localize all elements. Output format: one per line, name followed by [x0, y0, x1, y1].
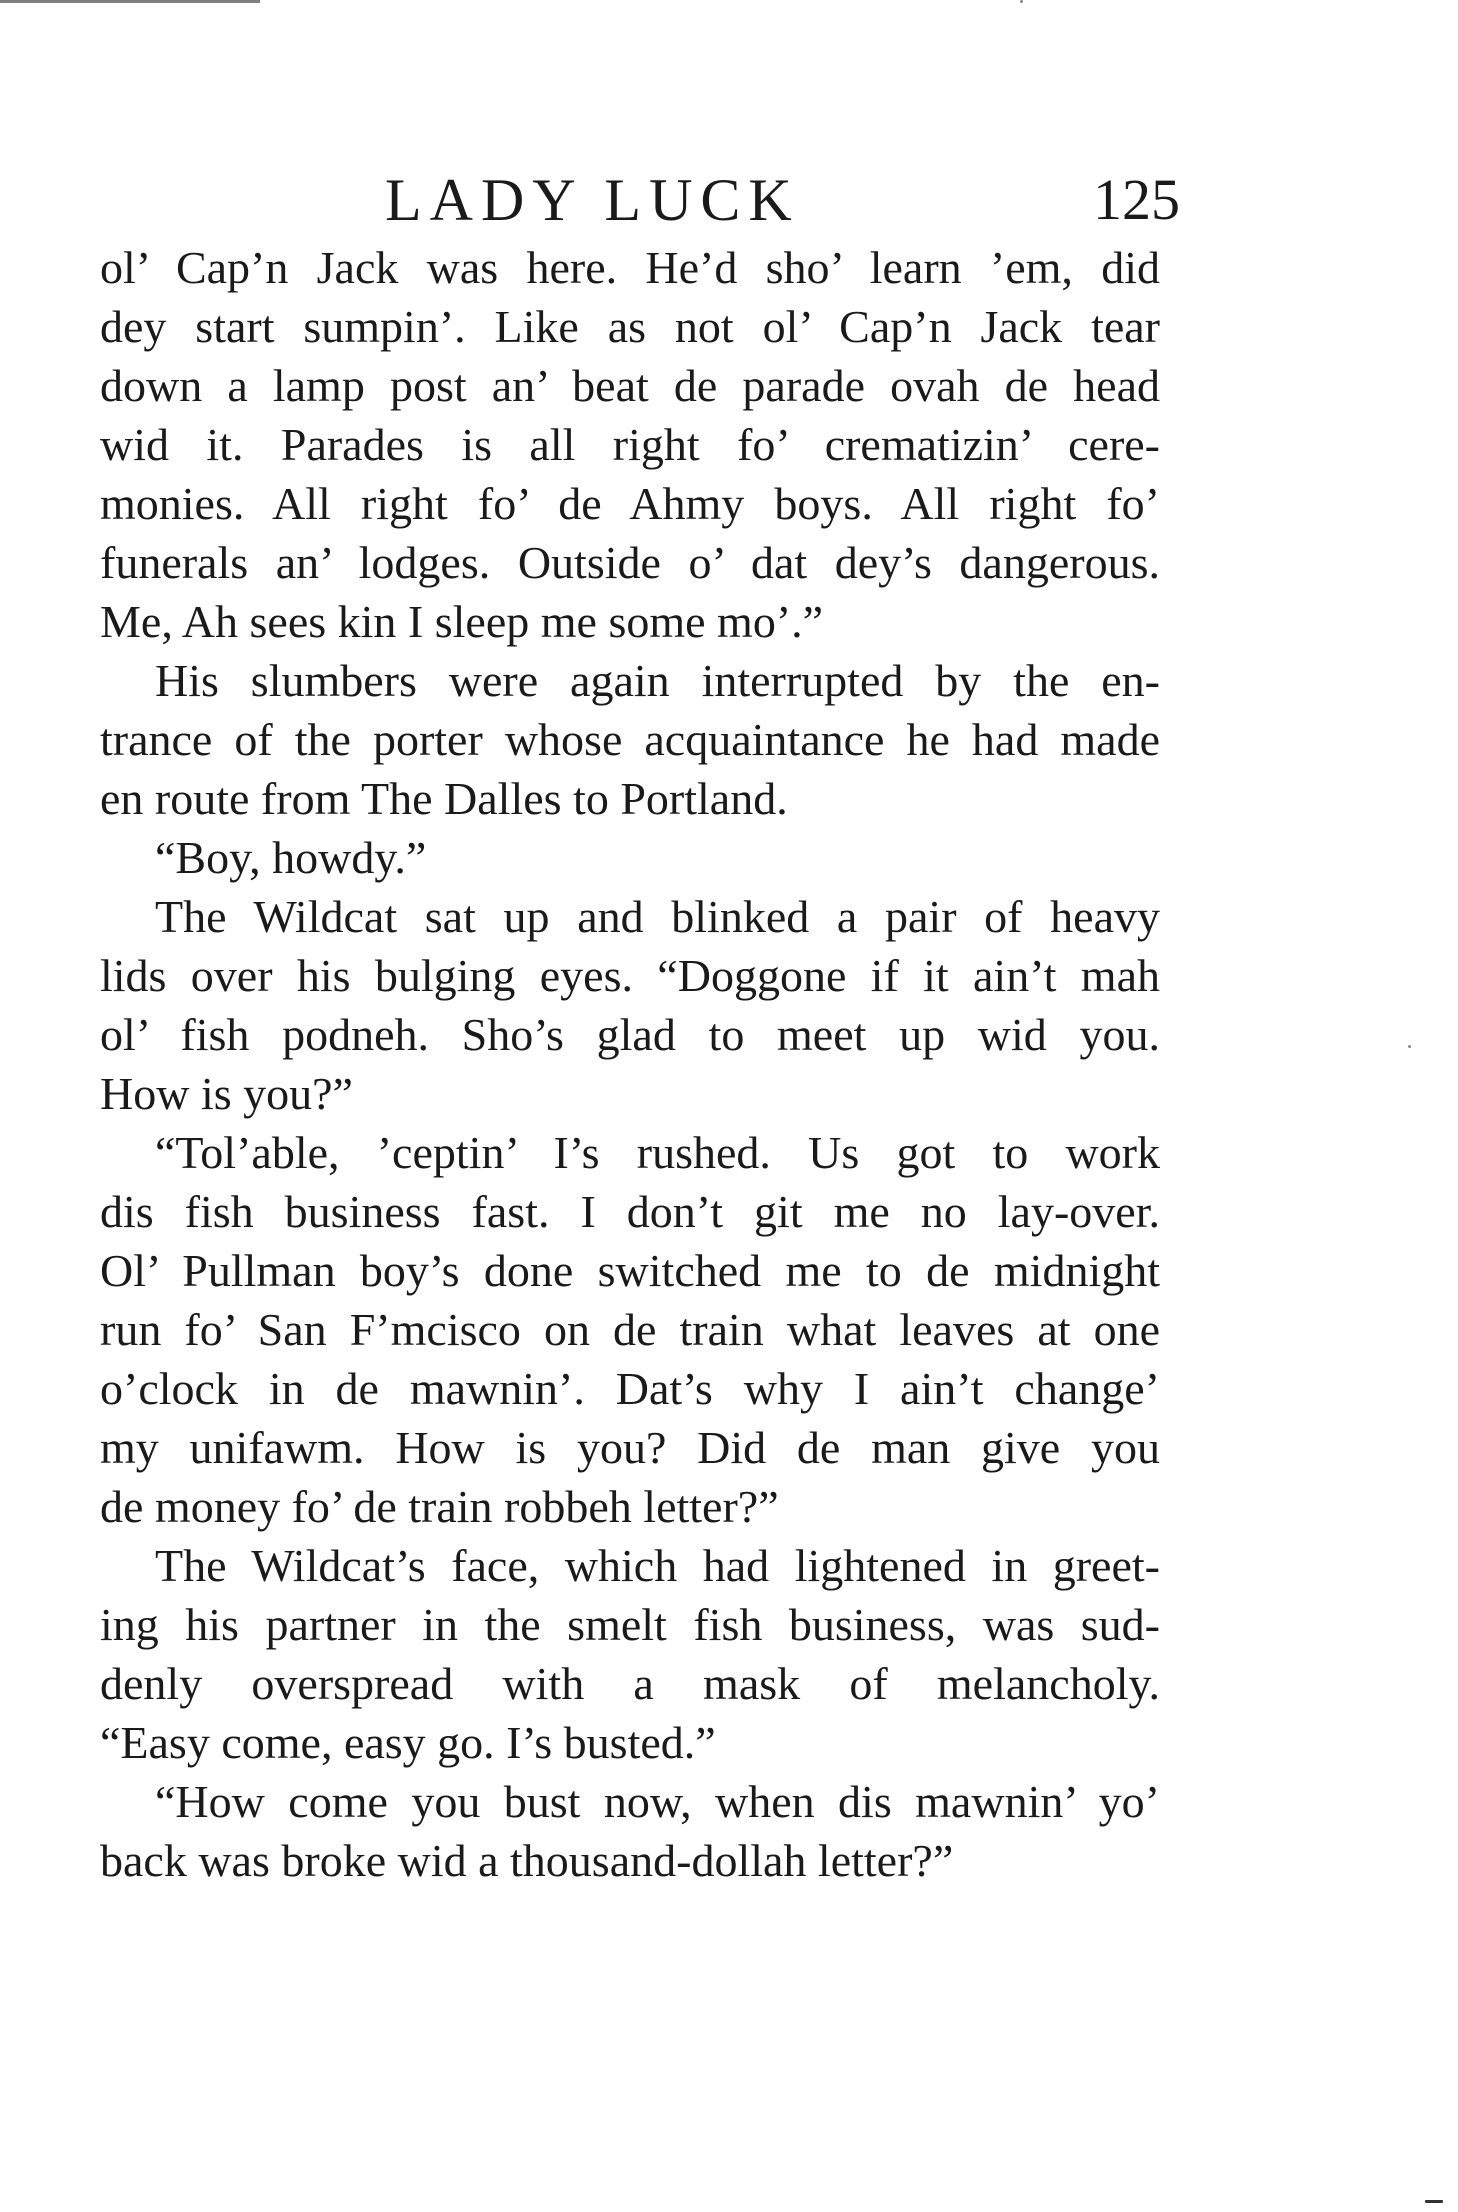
paragraph — [100, 1772, 1160, 1890]
text-line: dis fish business fast. I don’t git me no lay-over. — [100, 1186, 1160, 1237]
text-line: back was broke wid a thousand-dollah letter?” — [100, 1835, 954, 1886]
body-text — [100, 238, 1160, 1890]
page-header — [100, 160, 1180, 240]
text-line: The Wildcat’s face, which had lightened in greet- — [155, 1540, 1160, 1591]
text-line: Ol’ Pullman boy’s done switched me to de midnight — [100, 1245, 1160, 1296]
text-line: “Easy come, easy go. I’s busted.” — [100, 1717, 716, 1768]
text-line: funerals an’ lodges. Outside o’ dat dey’s dangerous. — [100, 537, 1160, 588]
scan-speck — [1408, 1045, 1411, 1048]
text-line: “Boy, howdy.” — [155, 832, 427, 883]
text-line: ol’ Cap’n Jack was here. He’d sho’ learn ’em, did — [100, 242, 1160, 293]
scan-edge-mark — [0, 0, 260, 3]
text-line: my unifawm. How is you? Did de man give you — [100, 1422, 1160, 1473]
text-line: ol’ fish podneh. Sho’s glad to meet up wid you. — [100, 1009, 1160, 1060]
scan-speck — [1020, 0, 1023, 3]
text-line: ing his partner in the smelt fish business, was sud- — [100, 1599, 1160, 1650]
text-line: “How come you bust now, when dis mawnin’ yo’ — [155, 1776, 1160, 1827]
paragraph — [100, 887, 1160, 1123]
text-line: monies. All right fo’ de Ahmy boys. All right fo’ — [100, 478, 1160, 529]
text-line: down a lamp post an’ beat de parade ovah de head — [100, 360, 1160, 411]
page-number: 125 — [1093, 167, 1180, 232]
paragraph — [100, 238, 1160, 651]
text-line: o’clock in de mawnin’. Dat’s why I ain’t change’ — [100, 1363, 1160, 1414]
text-line: de money fo’ de train robbeh letter?” — [100, 1481, 779, 1532]
text-line: run fo’ San F’mcisco on de train what leaves at one — [100, 1304, 1160, 1355]
text-line: denly overspread with a mask of melancholy. — [100, 1658, 1160, 1709]
text-line: trance of the porter whose acquaintance he had made — [100, 714, 1160, 765]
paragraph — [100, 1536, 1160, 1772]
text-line: His slumbers were again interrupted by the en- — [155, 655, 1160, 706]
paragraph — [100, 1123, 1160, 1536]
paragraph — [100, 651, 1160, 828]
text-line: How is you?” — [100, 1068, 353, 1119]
text-line: lids over his bulging eyes. “Doggone if it ain’t mah — [100, 950, 1160, 1001]
text-line: “Tol’able, ’ceptin’ I’s rushed. Us got to work — [155, 1127, 1160, 1178]
text-line: en route from The Dalles to Portland. — [100, 773, 788, 824]
text-line: dey start sumpin’. Like as not ol’ Cap’n Jack tear — [100, 301, 1160, 352]
running-title: LADY LUCK — [385, 167, 800, 233]
scan-speck — [1425, 2200, 1443, 2203]
paragraph — [100, 828, 1160, 887]
text-line: The Wildcat sat up and blinked a pair of heavy — [155, 891, 1160, 942]
text-line: wid it. Parades is all right fo’ crematizin’ cere- — [100, 419, 1160, 470]
text-line: Me, Ah sees kin I sleep me some mo’.” — [100, 596, 824, 647]
